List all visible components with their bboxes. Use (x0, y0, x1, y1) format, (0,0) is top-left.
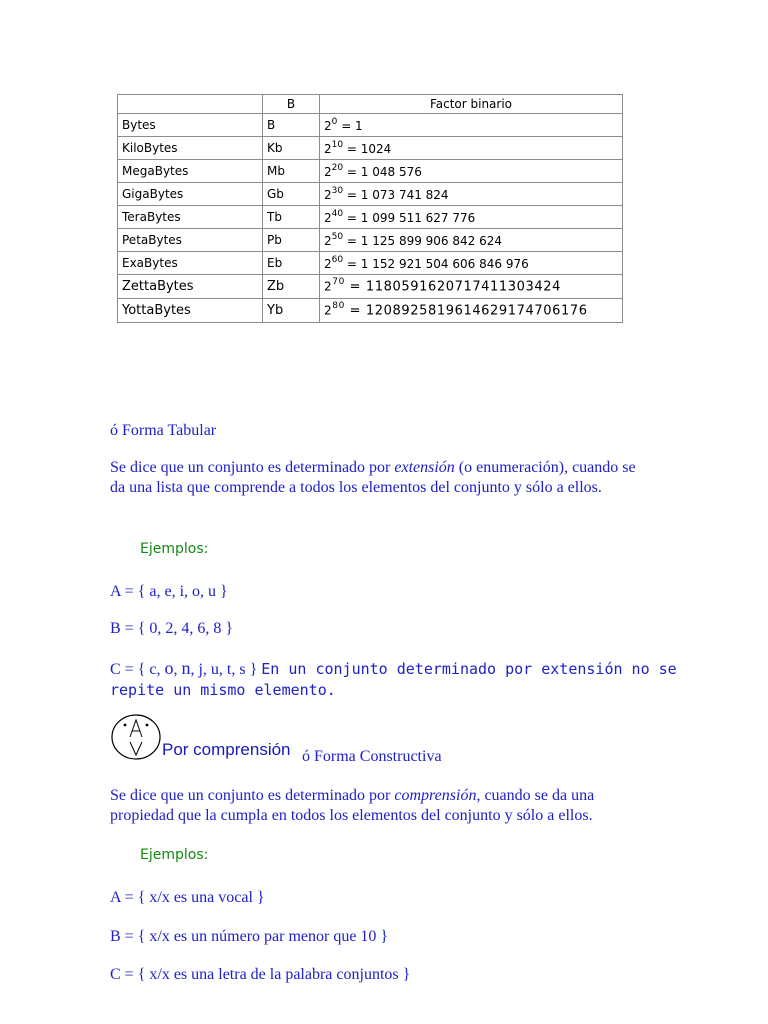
unit-value: $2^0 = 1$ (320, 114, 623, 137)
unit-abbr: Tb (263, 206, 320, 229)
unit-value: $2^{30} = 1$ 073 741 824 (320, 183, 623, 206)
comprension-examples-label: Ejemplos: (140, 847, 209, 863)
unit-abbr: Zb (263, 275, 320, 299)
tabular-note: En un conjunto determinado por extensión no se repite un mismo elemento. (110, 660, 677, 699)
table-row (118, 183, 623, 206)
unit-name: PetaBytes (118, 229, 263, 252)
tabular-example-b: B = { 0, 2, 4, 6, 8 } (110, 620, 234, 637)
comprension-description: Se dice que un conjunto es determinado por comprensión, cuando se da una propiedad que la cumpla en todos los elementos del conjunto y sólo a ellos. (110, 787, 595, 824)
comprension-example-c: C = { x/x es una letra de la palabra conjuntos } (110, 966, 411, 983)
tabular-examples-label: Ejemplos: (140, 541, 209, 557)
table-row (118, 160, 623, 183)
unit-name: GigaBytes (118, 183, 263, 206)
comprension-example-a: A = { x/x es una vocal } (110, 889, 265, 906)
unit-abbr: Eb (263, 252, 320, 275)
unit-value: $2^{20} = 1$ 048 576 (320, 160, 623, 183)
tabular-heading: ó Forma Tabular (110, 422, 217, 439)
unit-abbr: Yb (263, 299, 320, 323)
table-row (118, 299, 623, 323)
table-row (118, 252, 623, 275)
header-cell-factor: Factor binario (320, 95, 623, 114)
face-icon (110, 713, 162, 761)
unit-name: KiloBytes (118, 137, 263, 160)
table-row (118, 137, 623, 160)
header-cell-abbr: B (263, 95, 320, 114)
unit-name: YottaBytes (118, 299, 263, 323)
table-row (118, 229, 623, 252)
table-header-row (118, 95, 623, 114)
comprension-heading: Por comprensión (162, 740, 291, 759)
unit-name: ZettaBytes (118, 275, 263, 299)
unit-value: $2^{40} = 1$ 099 511 627 776 (320, 206, 623, 229)
comprension-term: comprensión (394, 787, 477, 804)
unit-abbr: Gb (263, 183, 320, 206)
tabular-example-c: C = { c, o, n, j, u, t, s } En un conjunto determinado por extensión no se repite un mismo elemento. (110, 658, 677, 699)
unit-abbr: Kb (263, 137, 320, 160)
comprension-example-b: B = { x/x es un número par menor que 10 } (110, 928, 389, 945)
table-row (118, 114, 623, 137)
header-cell-name (118, 95, 263, 114)
unit-name: MegaBytes (118, 160, 263, 183)
unit-abbr: B (263, 114, 320, 137)
comprension-heading-suffix: ó Forma Constructiva (302, 748, 442, 765)
unit-name: TeraBytes (118, 206, 263, 229)
unit-value: $2^{70} = 1180591620717411303424$ (320, 275, 623, 299)
unit-value: $2^{10} = 1024$ (320, 137, 623, 160)
unit-value: $2^{50} = 1$ 125 899 906 842 624 (320, 229, 623, 252)
tabular-example-a: A = { a, e, i, o, u } (110, 583, 228, 600)
unit-value: $2^{60} = 1$ 152 921 504 606 846 976 (320, 252, 623, 275)
extension-term: extensión (394, 459, 455, 476)
unit-abbr: Mb (263, 160, 320, 183)
table-row (118, 275, 623, 299)
table-row (118, 206, 623, 229)
binary-factor-table (117, 94, 623, 323)
unit-abbr: Pb (263, 229, 320, 252)
unit-name: Bytes (118, 114, 263, 137)
tabular-description: Se dice que un conjunto es determinado por extensión (o enumeración), cuando se da una lista que comprende a todos los elementos del conjunto y sólo a ellos. (110, 459, 636, 496)
unit-name: ExaBytes (118, 252, 263, 275)
unit-value: $2^{80} = 1208925819614629174706176$ (320, 299, 623, 323)
